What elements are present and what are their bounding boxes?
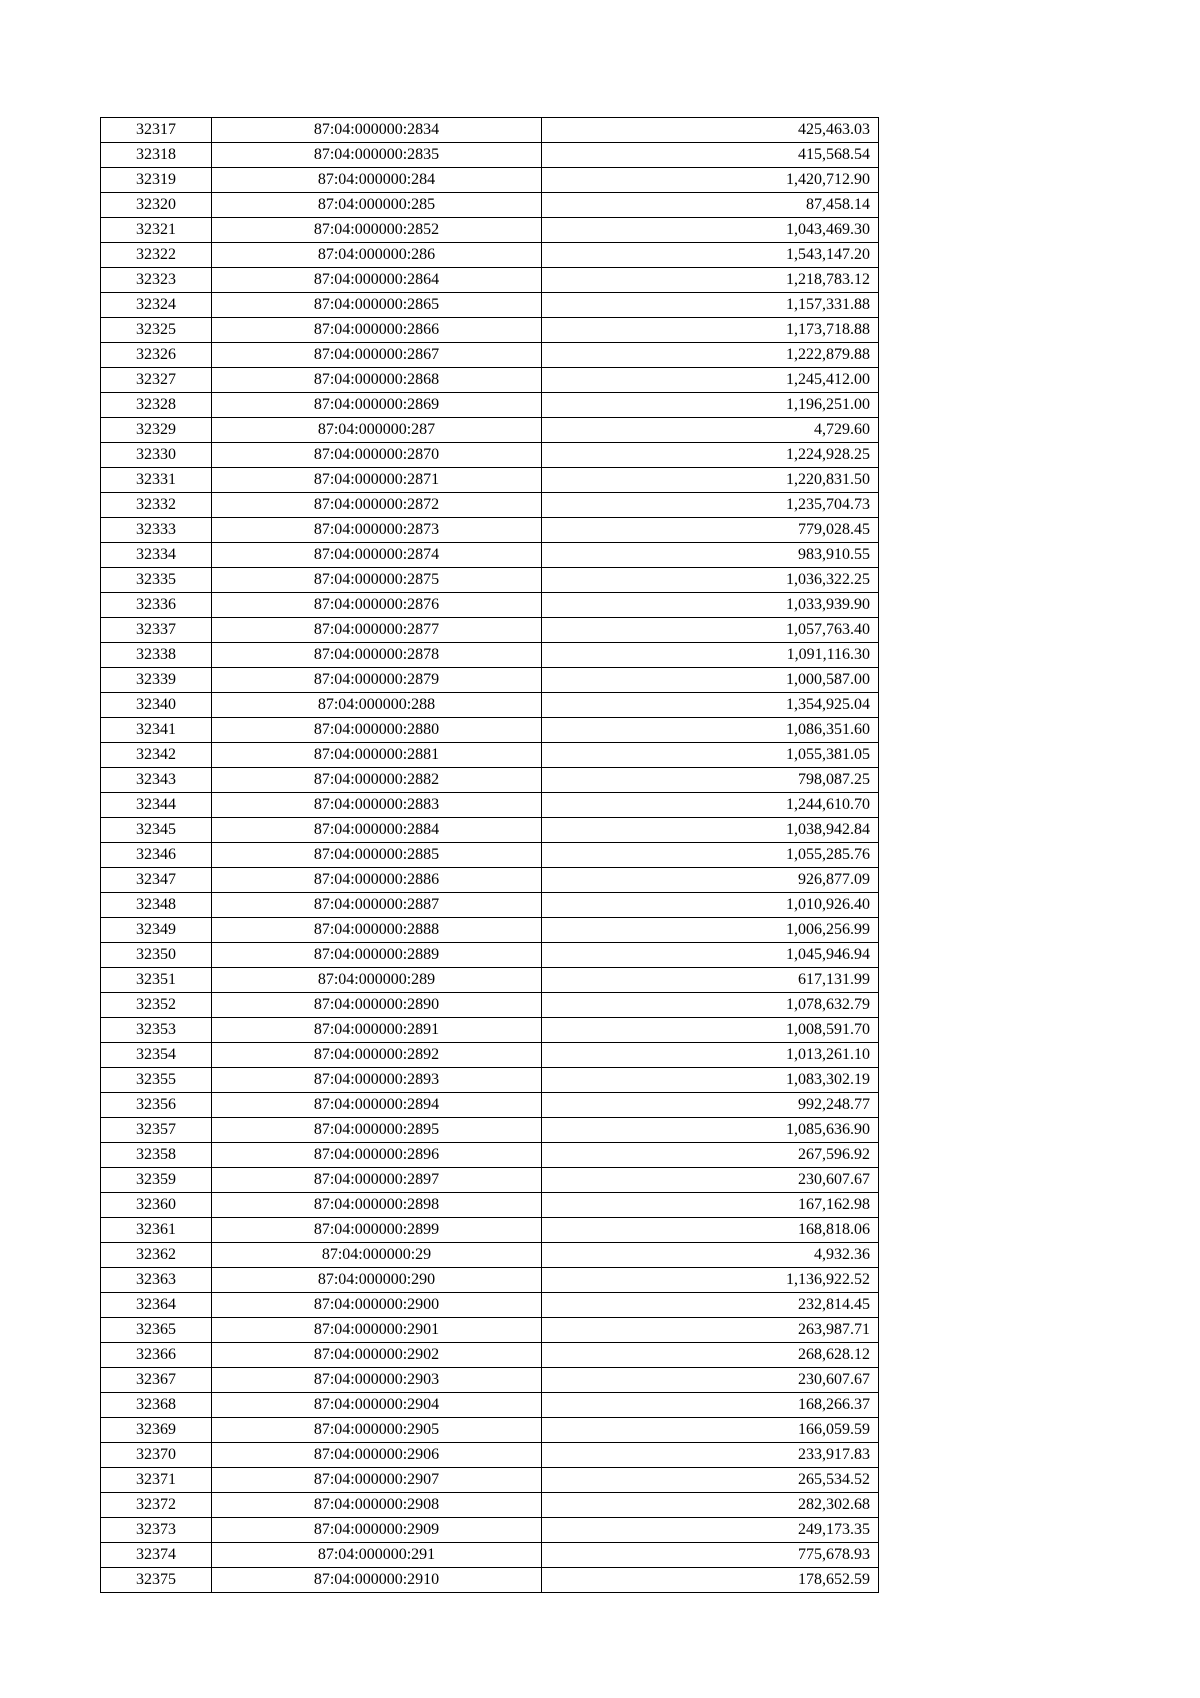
cadastral-number-cell: 87:04:000000:2835 [212,143,542,168]
row-number-cell: 32344 [101,793,212,818]
row-number-cell: 32318 [101,143,212,168]
row-number-cell: 32350 [101,943,212,968]
cadastral-number-cell: 87:04:000000:2883 [212,793,542,818]
cadastral-value-cell: 1,013,261.10 [542,1043,879,1068]
row-number-cell: 32332 [101,493,212,518]
row-number-cell: 32371 [101,1468,212,1493]
cadastral-value-cell: 1,010,926.40 [542,893,879,918]
cadastral-value-cell: 167,162.98 [542,1193,879,1218]
cadastral-number-cell: 87:04:000000:2904 [212,1393,542,1418]
table-row [101,193,879,218]
row-number-cell: 32360 [101,1193,212,1218]
cadastral-value-cell: 983,910.55 [542,543,879,568]
cadastral-number-cell: 87:04:000000:2898 [212,1193,542,1218]
row-number-cell: 32353 [101,1018,212,1043]
cadastral-value-cell: 1,354,925.04 [542,693,879,718]
cadastral-number-cell: 87:04:000000:2900 [212,1293,542,1318]
cadastral-value-cell: 1,083,302.19 [542,1068,879,1093]
cadastral-value-cell: 798,087.25 [542,768,879,793]
cadastral-number-cell: 87:04:000000:2871 [212,468,542,493]
cadastral-value-cell: 166,059.59 [542,1418,879,1443]
row-number-cell: 32347 [101,868,212,893]
row-number-cell: 32368 [101,1393,212,1418]
cadastral-number-cell: 87:04:000000:287 [212,418,542,443]
cadastral-value-cell: 1,244,610.70 [542,793,879,818]
cadastral-value-cell: 1,000,587.00 [542,668,879,693]
table-row [101,143,879,168]
cadastral-value-cell: 425,463.03 [542,118,879,143]
cadastral-number-cell: 87:04:000000:2889 [212,943,542,968]
table-row [101,1393,879,1418]
row-number-cell: 32343 [101,768,212,793]
table-row [101,868,879,893]
row-number-cell: 32370 [101,1443,212,1468]
cadastral-value-cell: 1,057,763.40 [542,618,879,643]
cadastral-number-cell: 87:04:000000:289 [212,968,542,993]
cadastral-value-cell: 1,420,712.90 [542,168,879,193]
row-number-cell: 32342 [101,743,212,768]
cadastral-number-cell: 87:04:000000:2869 [212,393,542,418]
cadastral-number-cell: 87:04:000000:2881 [212,743,542,768]
cadastral-value-cell: 1,136,922.52 [542,1268,879,1293]
cadastral-number-cell: 87:04:000000:2852 [212,218,542,243]
cadastral-value-cell: 1,224,928.25 [542,443,879,468]
row-number-cell: 32355 [101,1068,212,1093]
table-row [101,218,879,243]
cadastral-value-cell: 1,091,116.30 [542,643,879,668]
cadastral-value-cell: 617,131.99 [542,968,879,993]
cadastral-value-cell: 4,729.60 [542,418,879,443]
cadastral-number-cell: 87:04:000000:2879 [212,668,542,693]
cadastral-value-cell: 415,568.54 [542,143,879,168]
table-row [101,693,879,718]
table-row [101,1493,879,1518]
cadastral-number-cell: 87:04:000000:2894 [212,1093,542,1118]
cadastral-number-cell: 87:04:000000:2884 [212,818,542,843]
table-row [101,943,879,968]
table-row [101,1343,879,1368]
row-number-cell: 32363 [101,1268,212,1293]
table-row [101,1143,879,1168]
row-number-cell: 32352 [101,993,212,1018]
row-number-cell: 32333 [101,518,212,543]
cadastral-value-cell: 1,055,381.05 [542,743,879,768]
cadastral-value-cell: 1,006,256.99 [542,918,879,943]
table-row [101,718,879,743]
table-row [101,1518,879,1543]
table-row [101,1168,879,1193]
cadastral-value-cell: 233,917.83 [542,1443,879,1468]
table-row [101,1268,879,1293]
row-number-cell: 32361 [101,1218,212,1243]
table-row [101,318,879,343]
cadastral-number-cell: 87:04:000000:2868 [212,368,542,393]
row-number-cell: 32328 [101,393,212,418]
cadastral-number-cell: 87:04:000000:2886 [212,868,542,893]
cadastral-value-cell: 168,818.06 [542,1218,879,1243]
cadastral-value-cell: 249,173.35 [542,1518,879,1543]
cadastral-number-cell: 87:04:000000:2882 [212,768,542,793]
cadastral-value-cell: 926,877.09 [542,868,879,893]
row-number-cell: 32339 [101,668,212,693]
table-row [101,543,879,568]
cadastral-value-cell: 1,086,351.60 [542,718,879,743]
cadastral-number-cell: 87:04:000000:2885 [212,843,542,868]
table-row [101,368,879,393]
table-row [101,818,879,843]
cadastral-number-cell: 87:04:000000:2876 [212,593,542,618]
cadastral-number-cell: 87:04:000000:2873 [212,518,542,543]
cadastral-value-cell: 779,028.45 [542,518,879,543]
row-number-cell: 32331 [101,468,212,493]
row-number-cell: 32354 [101,1043,212,1068]
table-row [101,168,879,193]
cadastral-value-cell: 1,036,322.25 [542,568,879,593]
cadastral-number-cell: 87:04:000000:2902 [212,1343,542,1368]
cadastral-value-cell: 1,045,946.94 [542,943,879,968]
table-row [101,1068,879,1093]
row-number-cell: 32372 [101,1493,212,1518]
table-row [101,243,879,268]
cadastral-value-cell: 1,085,636.90 [542,1118,879,1143]
cadastral-value-cell: 268,628.12 [542,1343,879,1368]
row-number-cell: 32340 [101,693,212,718]
cadastral-number-cell: 87:04:000000:2892 [212,1043,542,1068]
table-row [101,893,879,918]
row-number-cell: 32324 [101,293,212,318]
cadastral-value-cell: 230,607.67 [542,1368,879,1393]
cadastral-number-cell: 87:04:000000:2909 [212,1518,542,1543]
table-row [101,118,879,143]
row-number-cell: 32358 [101,1143,212,1168]
cadastral-number-cell: 87:04:000000:291 [212,1543,542,1568]
cadastral-number-cell: 87:04:000000:2896 [212,1143,542,1168]
cadastral-number-cell: 87:04:000000:2874 [212,543,542,568]
table-row [101,1418,879,1443]
table-row [101,968,879,993]
cadastral-number-cell: 87:04:000000:2887 [212,893,542,918]
cadastral-value-cell: 1,033,939.90 [542,593,879,618]
cadastral-number-cell: 87:04:000000:2878 [212,643,542,668]
cadastral-value-cell: 1,038,942.84 [542,818,879,843]
table-row [101,1243,879,1268]
cadastral-value-cell: 230,607.67 [542,1168,879,1193]
table-row [101,468,879,493]
row-number-cell: 32349 [101,918,212,943]
row-number-cell: 32356 [101,1093,212,1118]
row-number-cell: 32323 [101,268,212,293]
cadastral-number-cell: 87:04:000000:2906 [212,1443,542,1468]
cadastral-number-cell: 87:04:000000:2910 [212,1568,542,1593]
cadastral-value-cell: 267,596.92 [542,1143,879,1168]
table-row [101,1118,879,1143]
row-number-cell: 32351 [101,968,212,993]
cadastral-value-cell: 1,235,704.73 [542,493,879,518]
row-number-cell: 32369 [101,1418,212,1443]
cadastral-number-cell: 87:04:000000:2888 [212,918,542,943]
row-number-cell: 32326 [101,343,212,368]
cadastral-value-cell: 992,248.77 [542,1093,879,1118]
cadastral-value-cell: 1,157,331.88 [542,293,879,318]
row-number-cell: 32374 [101,1543,212,1568]
cadastral-number-cell: 87:04:000000:290 [212,1268,542,1293]
table-row [101,618,879,643]
row-number-cell: 32327 [101,368,212,393]
cadastral-value-cell: 168,266.37 [542,1393,879,1418]
cadastral-value-cell: 1,055,285.76 [542,843,879,868]
row-number-cell: 32317 [101,118,212,143]
table-row [101,1293,879,1318]
table-row [101,743,879,768]
cadastral-number-cell: 87:04:000000:286 [212,243,542,268]
cadastral-number-cell: 87:04:000000:2899 [212,1218,542,1243]
cadastral-number-cell: 87:04:000000:2880 [212,718,542,743]
cadastral-value-cell: 775,678.93 [542,1543,879,1568]
cadastral-value-cell: 4,932.36 [542,1243,879,1268]
row-number-cell: 32348 [101,893,212,918]
table-row [101,1368,879,1393]
cadastral-value-cell: 282,302.68 [542,1493,879,1518]
table-row [101,1093,879,1118]
cadastral-value-cell: 1,220,831.50 [542,468,879,493]
table-row [101,1018,879,1043]
table-row [101,643,879,668]
cadastral-number-cell: 87:04:000000:2867 [212,343,542,368]
row-number-cell: 32364 [101,1293,212,1318]
cadastral-value-cell: 1,043,469.30 [542,218,879,243]
cadastral-number-cell: 87:04:000000:2864 [212,268,542,293]
table-row [101,793,879,818]
table-body [101,118,879,1593]
cadastral-number-cell: 87:04:000000:2895 [212,1118,542,1143]
table-row [101,918,879,943]
cadastral-number-cell: 87:04:000000:2877 [212,618,542,643]
cadastral-number-cell: 87:04:000000:2893 [212,1068,542,1093]
table-row [101,393,879,418]
row-number-cell: 32330 [101,443,212,468]
cadastral-number-cell: 87:04:000000:2903 [212,1368,542,1393]
row-number-cell: 32367 [101,1368,212,1393]
row-number-cell: 32341 [101,718,212,743]
cadastral-number-cell: 87:04:000000:2905 [212,1418,542,1443]
table-row [101,1568,879,1593]
cadastral-number-cell: 87:04:000000:284 [212,168,542,193]
cadastral-value-cell: 1,543,147.20 [542,243,879,268]
cadastral-value-cell: 265,534.52 [542,1468,879,1493]
cadastral-value-cell: 1,245,412.00 [542,368,879,393]
row-number-cell: 32338 [101,643,212,668]
row-number-cell: 32319 [101,168,212,193]
cadastral-value-cell: 1,008,591.70 [542,1018,879,1043]
table-row [101,593,879,618]
row-number-cell: 32357 [101,1118,212,1143]
row-number-cell: 32335 [101,568,212,593]
cadastral-number-cell: 87:04:000000:2891 [212,1018,542,1043]
cadastral-number-cell: 87:04:000000:285 [212,193,542,218]
cadastral-number-cell: 87:04:000000:2908 [212,1493,542,1518]
table-row [101,1043,879,1068]
cadastral-number-cell: 87:04:000000:2897 [212,1168,542,1193]
table-row [101,768,879,793]
cadastral-value-cell: 1,218,783.12 [542,268,879,293]
cadastral-number-cell: 87:04:000000:2875 [212,568,542,593]
table-row [101,493,879,518]
table-row [101,268,879,293]
cadastral-value-cell: 1,222,879.88 [542,343,879,368]
row-number-cell: 32325 [101,318,212,343]
cadastral-value-table [100,117,879,1593]
row-number-cell: 32322 [101,243,212,268]
table-row [101,1543,879,1568]
cadastral-number-cell: 87:04:000000:2865 [212,293,542,318]
row-number-cell: 32329 [101,418,212,443]
table-row [101,668,879,693]
row-number-cell: 32320 [101,193,212,218]
cadastral-value-cell: 1,173,718.88 [542,318,879,343]
row-number-cell: 32337 [101,618,212,643]
cadastral-number-cell: 87:04:000000:2872 [212,493,542,518]
table-row [101,443,879,468]
cadastral-number-cell: 87:04:000000:2901 [212,1318,542,1343]
cadastral-value-cell: 178,652.59 [542,1568,879,1593]
row-number-cell: 32321 [101,218,212,243]
table-row [101,1443,879,1468]
cadastral-number-cell: 87:04:000000:2870 [212,443,542,468]
cadastral-number-cell: 87:04:000000:29 [212,1243,542,1268]
table-row [101,1318,879,1343]
cadastral-value-cell: 232,814.45 [542,1293,879,1318]
row-number-cell: 32345 [101,818,212,843]
cadastral-value-cell: 1,078,632.79 [542,993,879,1018]
table-row [101,1218,879,1243]
cadastral-number-cell: 87:04:000000:2890 [212,993,542,1018]
row-number-cell: 32373 [101,1518,212,1543]
table-row [101,518,879,543]
row-number-cell: 32359 [101,1168,212,1193]
row-number-cell: 32365 [101,1318,212,1343]
row-number-cell: 32366 [101,1343,212,1368]
table-row [101,843,879,868]
cadastral-value-cell: 263,987.71 [542,1318,879,1343]
cadastral-number-cell: 87:04:000000:2834 [212,118,542,143]
cadastral-number-cell: 87:04:000000:2907 [212,1468,542,1493]
row-number-cell: 32336 [101,593,212,618]
table-row [101,1193,879,1218]
table-row [101,418,879,443]
cadastral-value-cell: 87,458.14 [542,193,879,218]
row-number-cell: 32346 [101,843,212,868]
row-number-cell: 32375 [101,1568,212,1593]
table-row [101,993,879,1018]
cadastral-number-cell: 87:04:000000:288 [212,693,542,718]
row-number-cell: 32334 [101,543,212,568]
row-number-cell: 32362 [101,1243,212,1268]
table-row [101,343,879,368]
cadastral-number-cell: 87:04:000000:2866 [212,318,542,343]
table-row [101,1468,879,1493]
table-row [101,293,879,318]
cadastral-value-cell: 1,196,251.00 [542,393,879,418]
table-row [101,568,879,593]
